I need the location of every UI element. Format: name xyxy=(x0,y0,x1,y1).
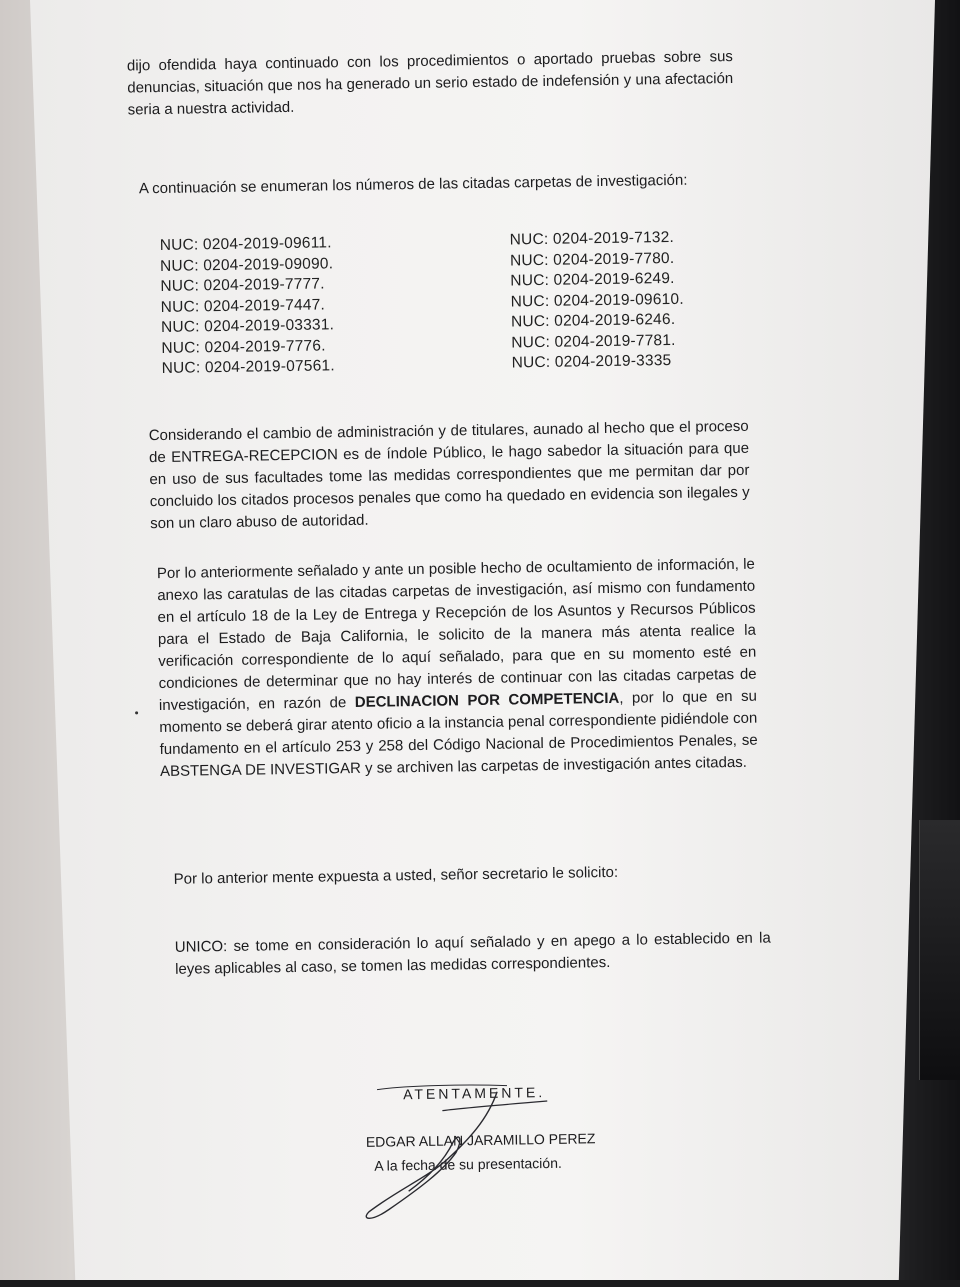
nuc-item: NUC: 0204-2019-07561. xyxy=(161,357,335,377)
nuc-item: NUC: 0204-2019-3335 xyxy=(511,351,672,372)
bold-declinacion: DECLINACION POR COMPETENCIA xyxy=(354,689,620,711)
text-run: Por lo anteriormente señalado y ante un posible hecho de ocultamiento de información, le anexo las caratulas de las citadas carpetas de investigación, así mismo con fundamento en el artículo 18 de la Ley de Entrega y Recepción de los Asuntos y Recursos Públicos para el Estado de Baja California, le solicito de la manera más atenta realice la verificación correspondiente de lo aquí señalado, para que en su momento esté en condiciones de determinar que no hay interés de continuar con las citadas carpetas de investigación, en razón de xyxy=(156,555,757,715)
nuc-item: NUC: 0204-2019-6249. xyxy=(510,269,675,290)
paragraph-intro: dijo ofendida haya continuado con los procedimientos o aportado pruebas sobre sus denuncias, situación que nos ha generado un serio estado de indefensión y una afectación seria a nuestra actividad. xyxy=(126,47,734,119)
handwritten-signature xyxy=(347,1079,579,1233)
nuc-item: NUC: 0204-2019-7781. xyxy=(511,331,676,351)
paper-speck xyxy=(135,711,138,714)
nuc-item: NUC: 0204-2019-6246. xyxy=(510,310,676,331)
text-abstenga: ABSTENGA DE INVESTIGAR xyxy=(159,759,362,781)
signer-name: EDGAR ALLAN JARAMILLO PEREZ xyxy=(365,1130,596,1150)
nuc-item: NUC: 0204-2019-03331. xyxy=(160,316,335,336)
paragraph-considerando: Considerando el cambio de administración y de titulares, aunado al hecho que el proceso de ENTREGA-RECEPCION es de índole Público, le hago sabedor la situación para que en uso de sus facultades tome las medidas correspondientes que me permitan dar por concluido los citados procesos penales que como ha quedado en evidencia son ilegales y son un claro abuso de autoridad. xyxy=(148,417,750,533)
nuc-item: NUC: 0204-2019-7447. xyxy=(160,295,326,316)
paragraph-unico: UNICO: se tome en consideración lo aquí señalado y en apego a lo establecido en la leyes aplicables al caso, se tomen las medidas correspondientes. xyxy=(174,929,771,978)
paragraph-solicito: Por lo anterior mente expuesta a usted, señor secretario le solicito: xyxy=(173,863,619,888)
paragraph-ocultamiento xyxy=(157,554,758,783)
closing-atentamente: ATENTAMENTE. xyxy=(403,1084,546,1103)
nuc-list-right xyxy=(510,228,685,374)
nuc-item: NUC: 0204-2019-7780. xyxy=(509,249,675,269)
text-run: , por lo que en su momento se deberá girar atento oficio a la instancia penal correspondiente pidiéndole con fundamento en el artículo 253 y 258 del Código Nacional de Procedimientos Penales, se xyxy=(159,687,758,759)
nuc-item: NUC: 0204-2019-09090. xyxy=(159,254,334,275)
list-intro: A continuación se enumeran los números de las citadas carpetas de investigación: xyxy=(138,171,688,198)
signer-date: A la fecha de su presentación. xyxy=(374,1154,562,1174)
nuc-item: NUC: 0204-2019-7776. xyxy=(161,336,326,357)
nuc-item: NUC: 0204-2019-7132. xyxy=(509,228,675,249)
nuc-item: NUC: 0204-2019-09611. xyxy=(159,234,332,254)
nuc-item: NUC: 0204-2019-7777. xyxy=(160,275,325,295)
nuc-item: NUC: 0204-2019-09610. xyxy=(510,290,684,310)
nuc-list-left xyxy=(160,233,335,379)
text-run: y se archiven las carpetas de investigación antes citadas. xyxy=(360,753,748,777)
